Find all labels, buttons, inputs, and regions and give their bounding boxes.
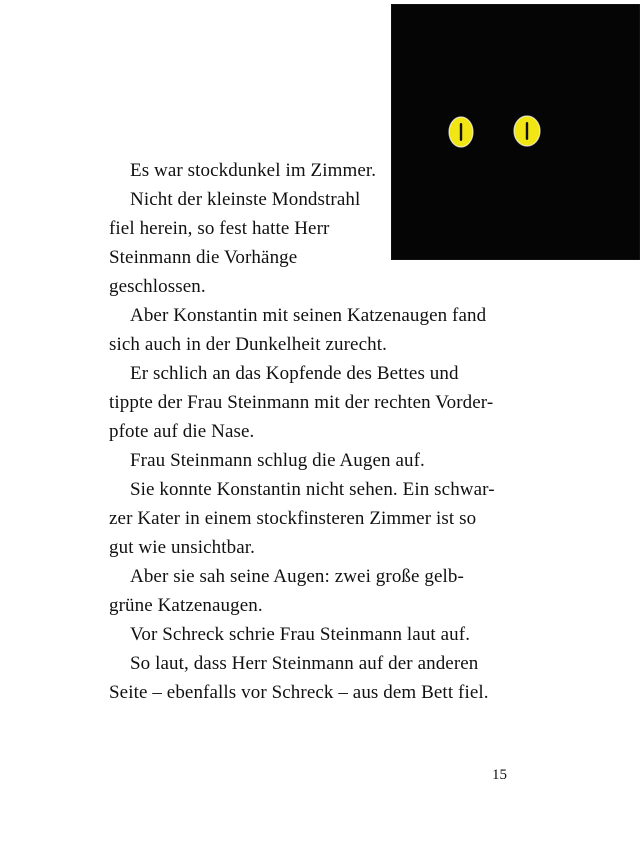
text-line: geschlossen. (109, 276, 206, 297)
text-line: zer Kater in einem stockfinsteren Zimmer ist so (109, 508, 477, 529)
text-line: grüne Katzenaugen. (109, 595, 263, 616)
text-line: Frau Steinmann schlug die Augen auf. (130, 450, 425, 471)
left-cat-eye (449, 117, 473, 147)
text-line: Seite – ebenfalls vor Schreck – aus dem Bett fiel. (109, 682, 489, 703)
text-line: So laut, dass Herr Steinmann auf der anderen (130, 653, 479, 674)
text-line: Steinmann die Vorhänge (109, 247, 298, 268)
text-line: Vor Schreck schrie Frau Steinmann laut auf. (130, 624, 471, 645)
text-line: Er schlich an das Kopfende des Bettes und (130, 363, 459, 384)
text-line: gut wie unsichtbar. (109, 537, 255, 558)
text-line: pfote auf die Nase. (109, 421, 255, 442)
text-line: Aber sie sah seine Augen: zwei große gelb- (130, 566, 464, 587)
page-number: 15 (492, 767, 507, 783)
right-cat-eye (514, 116, 540, 146)
text-line: sich auch in der Dunkelheit zurecht. (109, 334, 387, 355)
dark-room-cat-eyes-illustration (391, 4, 640, 260)
text-line: fiel herein, so fest hatte Herr (109, 218, 330, 239)
text-line: tippte der Frau Steinmann mit der rechten Vorder- (109, 392, 494, 413)
text-line: Nicht der kleinste Mondstrahl (130, 189, 361, 210)
text-line: Es war stockdunkel im Zimmer. (130, 160, 377, 181)
text-line: Aber Konstantin mit seinen Katzenaugen fand (130, 305, 487, 326)
text-line: Sie konnte Konstantin nicht sehen. Ein schwar- (130, 479, 495, 500)
